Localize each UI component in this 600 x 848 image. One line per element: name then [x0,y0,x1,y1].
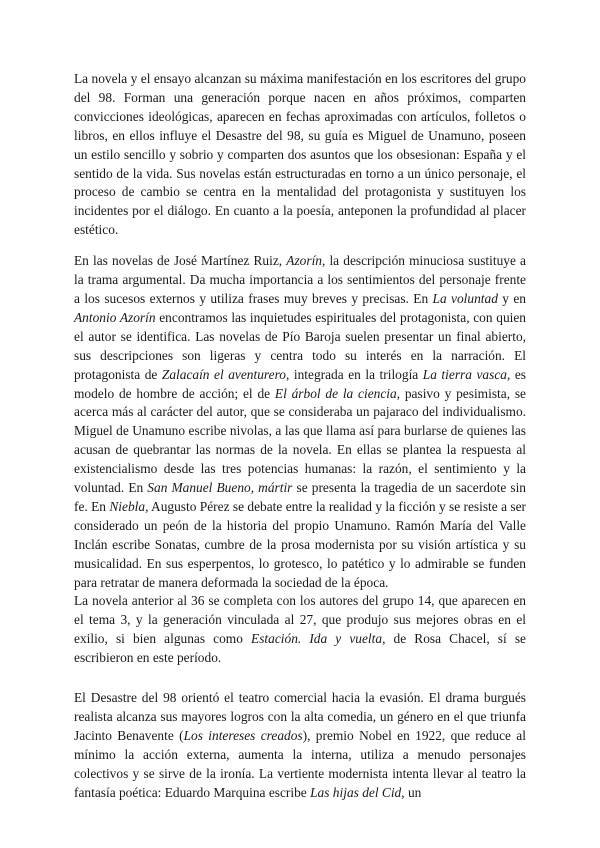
italic-title: Estación. Ida y vuelta [251,631,383,647]
paragraph-generacion-98: La novela y el ensayo alcanzan su máxima manifestación en los escritores del grupo del 98. Forman una generación porque nacen en años próximos, comparten convicciones ideológicas, aparecen en fechas aproximadas con artículos, folletos o libros, en ellos influye el Desastre del 98, su guía es Miguel de Unamuno, poseen un estilo sencillo y sobrio y comparten dos asuntos que los obsesionan: España y el sentido de la vida. Sus novelas están estructuradas en torno a un único personaje, el proceso de cambio se centra en la mentalidad del protagonista y sustituyen los incidentes por el diálogo. En cuanto a la poesía, anteponen la profundidad al placer estético. [74,71,526,238]
italic-title: Antonio Azorín [74,309,156,325]
paragraph-novelas-azorin: En las novelas de José Martínez Ruiz, Azorín, la descripción minuciosa sustituye a la trama argumental. Da mucha importancia a los sentimientos del personaje frente a los sucesos externos y utiliza frases muy breves y precisas. En La voluntad y en Antonio Azorín encontramos las inquietudes espirituales del protagonista, con quien el autor se identifica. Las novelas de Pío Baroja suelen presentar un final abierto, sus descripciones son ligeras y centra todo su interés en la narración. El protagonista de Zalacaín el aventurero, integrada en la trilogía La tierra vasca, es modelo de hombre de acción; el de El árbol de la ciencia, pasivo y pesimista, se acerca más al carácter del autor, que se consideraba un pajaraco del individualismo. Miguel de Unamuno escribe nivolas, a las que llama así para burlarse de quienes las acusan de quebrantar las normas de la novela. En ellas se plantea la respuesta al existencialismo desde las tres potencias humanas: la razón, el sentimiento y la voluntad. En San Manuel Bueno, mártir se presenta la tragedia de un sacerdote sin fe. En Niebla, Augusto Pérez se debate entre la realidad y la ficción y se resiste a ser considerado un peón de la historia del propio Unamuno. Ramón María del Valle Inclán escribe Sonatas, cumbre de la prosa modernista por su visión artística y su musicalidad. En sus esperpentos, lo grotesco, lo patético y lo admirable se funden para retratar de manera deformada la sociedad de la época. [74,253,527,590]
italic-title: Los intereses creados [183,727,303,743]
italic-title: La voluntad [432,290,498,306]
italic-title: La tierra vasca [422,366,507,382]
document-page [74,70,526,803]
italic-title: Las hijas del Cid [310,784,402,800]
paragraph-novela-anterior-36: La novela anterior al 36 se completa con los autores del grupo 14, que aparecen en el tema 3, y la generación vinculada al 27, que produjo sus mejores obras en el exilio, si bien algunas como Estación. Ida y vuelta, de Rosa Chacel, sí se escribieron en este período. [74,593,526,666]
italic-title: Azorín [286,253,322,269]
paragraph-spacer [74,240,526,252]
italic-title: Zalacaín el aventurero [161,366,286,382]
italic-title: El árbol de la ciencia [274,385,397,401]
italic-title: San Manuel Bueno, mártir [147,480,293,496]
paragraph-teatro-98: El Desastre del 98 orientó el teatro comercial hacia la evasión. El drama burgués realista alcanza sus mayores logros con la alta comedia, un género en el que triunfa Jacinto Benavente (Los intereses creados), premio Nobel en 1922, que reduce al mínimo la acción externa, aumenta la interna, utiliza a menudo personajes colectivos y se sirve de la ironía. La vertiente modernista intenta llevar al teatro la fantasía poética: Eduardo Marquina escribe Las hijas del Cid, un [74,690,526,800]
paragraph-spacer [74,668,526,689]
italic-title: Niebla [109,498,146,514]
